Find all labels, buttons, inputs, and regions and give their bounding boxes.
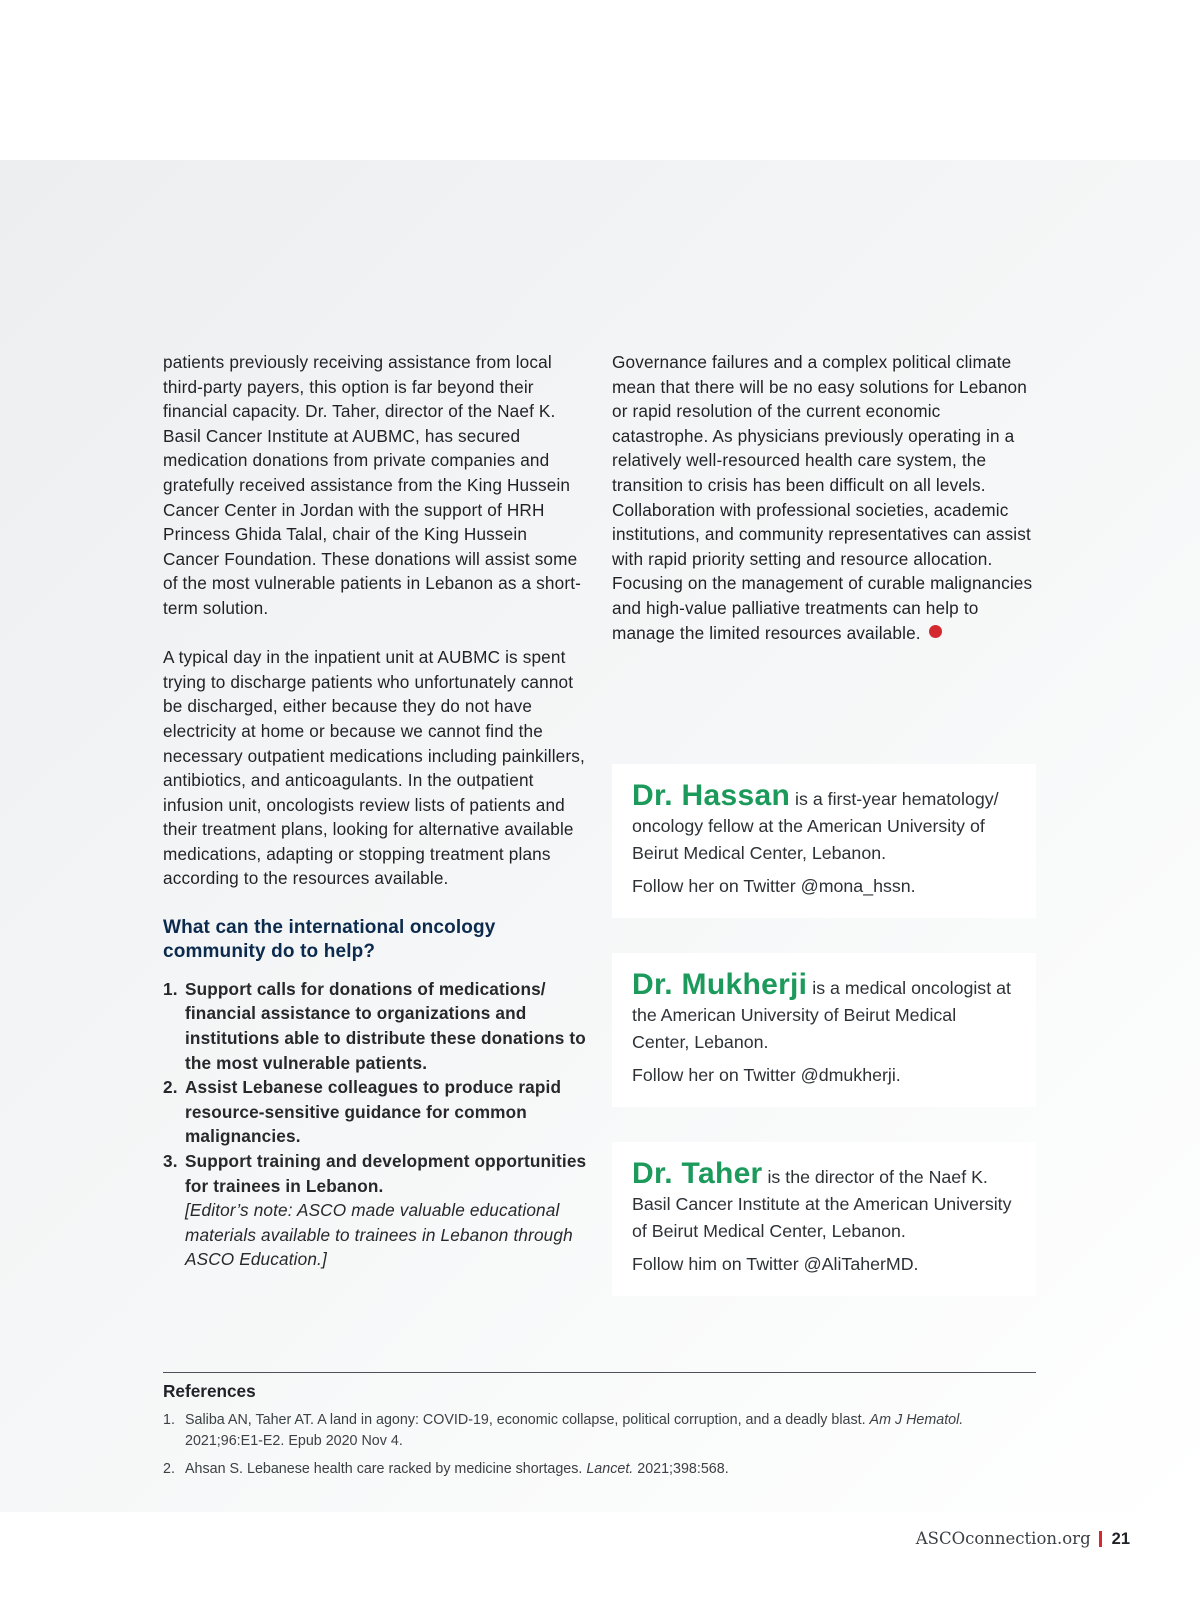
references-divider	[163, 1372, 1036, 1373]
list-item	[163, 1149, 588, 1272]
list-item	[163, 1075, 588, 1149]
reference-number: 1.	[163, 1412, 175, 1428]
left-column	[163, 350, 588, 1272]
list-number: 1.	[163, 978, 178, 999]
bio-name: Dr. Taher	[632, 1157, 763, 1190]
list-number: 3.	[163, 1151, 178, 1171]
end-mark-icon	[929, 625, 942, 638]
bio-description	[632, 1157, 1018, 1245]
bio-twitter-follow: Follow her on Twitter @dmukherji.	[632, 1065, 901, 1085]
body-paragraph-1: patients previously receiving assistance from local third-party payers, this option is far beyond their financial capacity. Dr. Taher, director of the Naef K. Basil Cancer Institute at AUBMC, has secured medication donations from private companies and gratefully received assistance from the King Hussein Cancer Center in Jordan with the support of HRH Princess Ghida Talal, chair of the King Hussein Cancer Foundation. These donations will assist some of the most vulnerable patients in Lebanon as a short-term solution.	[163, 352, 581, 618]
help-heading: What can the international oncology community do to help?	[163, 916, 496, 963]
page-footer	[880, 1529, 1130, 1549]
body-paragraph-3	[612, 350, 1037, 645]
page-number: 21	[1111, 1530, 1130, 1548]
reference-journal: Lancet.	[586, 1461, 634, 1477]
bio-name: Dr. Hassan	[632, 779, 791, 812]
reference-journal: Am J Hematol.	[869, 1412, 964, 1428]
bio-twitter-follow: Follow him on Twitter @AliTaherMD.	[632, 1254, 919, 1274]
list-item	[163, 977, 588, 1075]
list-number: 2.	[163, 1077, 178, 1098]
editor-note: [Editor’s note: ASCO made valuable educational materials available to trainees in Lebanon through ASCO Education.]	[185, 1200, 573, 1270]
reference-citation: 2021;398:568.	[633, 1461, 729, 1477]
bio-twitter-follow: Follow her on Twitter @mona_hssn.	[632, 876, 916, 896]
references-section	[163, 1381, 1036, 1487]
reference-item	[163, 1459, 1036, 1480]
right-column	[612, 350, 1037, 670]
paragraph-text: Governance failures and a complex political climate mean that there will be no easy solutions for Lebanon or rapid resolution of the current economic catastrophe. As physicians previously operating in a relatively well-resourced health care system, the transition to crisis has been difficult on all levels. Collaboration with professional societies, academic institutions, and community representatives can assist with rapid priority setting and resource allocation. Focusing on the management of curable malignancies and high-value palliative treatments can help to manage the limited resources available.	[612, 352, 1033, 643]
list-text: Support training and development opportunities for trainees in Lebanon.	[185, 1151, 587, 1196]
list-text: Support calls for donations of medications/ financial assistance to organizations and institutions able to distribute these donations to the most vulnerable patients.	[185, 978, 586, 1073]
reference-number: 2.	[163, 1461, 175, 1477]
bio-text: is the director of the Naef K. Basil Cancer Institute at the American University of Beirut Medical Center, Lebanon.	[632, 1167, 1012, 1241]
bio-description	[632, 779, 1018, 867]
references-list	[163, 1410, 1036, 1480]
bio-description	[632, 968, 1018, 1056]
reference-item	[163, 1410, 1036, 1452]
bio-card-taher	[612, 1142, 1036, 1296]
list-text: Assist Lebanese colleagues to produce rapid resource-sensitive guidance for common malignancies.	[185, 1077, 562, 1147]
reference-text: Ahsan S. Lebanese health care racked by medicine shortages.	[185, 1461, 587, 1477]
bio-text: is a first-year hematology/ oncology fellow at the American University of Beirut Medical Center, Lebanon.	[632, 789, 999, 863]
references-title: References	[163, 1381, 256, 1401]
bio-card-hassan	[612, 764, 1036, 918]
footer-separator	[1099, 1531, 1102, 1547]
bio-name: Dr. Mukherji	[632, 968, 808, 1001]
help-list	[163, 977, 588, 1272]
bio-card-mukherji	[612, 953, 1036, 1107]
reference-text: Saliba AN, Taher AT. A land in agony: COVID-19, economic collapse, political corruption, and a deadly blast.	[185, 1412, 870, 1428]
body-paragraph-2: A typical day in the inpatient unit at AUBMC is spent trying to discharge patients who unfortunately cannot be discharged, either because they do not have electricity at home or because we cannot find the necessary outpatient medications including painkillers, antibiotics, and anticoagulants. In the outpatient infusion unit, oncologists review lists of patients and their treatment plans, looking for alternative available medications, adapting or stopping treatment plans according to the resources available.	[163, 647, 585, 889]
bio-text: is a medical oncologist at the American University of Beirut Medical Center, Lebanon.	[632, 978, 1011, 1052]
reference-citation: 2021;96:E1-E2. Epub 2020 Nov 4.	[185, 1433, 403, 1449]
footer-site: ASCOconnection.org	[915, 1529, 1091, 1548]
